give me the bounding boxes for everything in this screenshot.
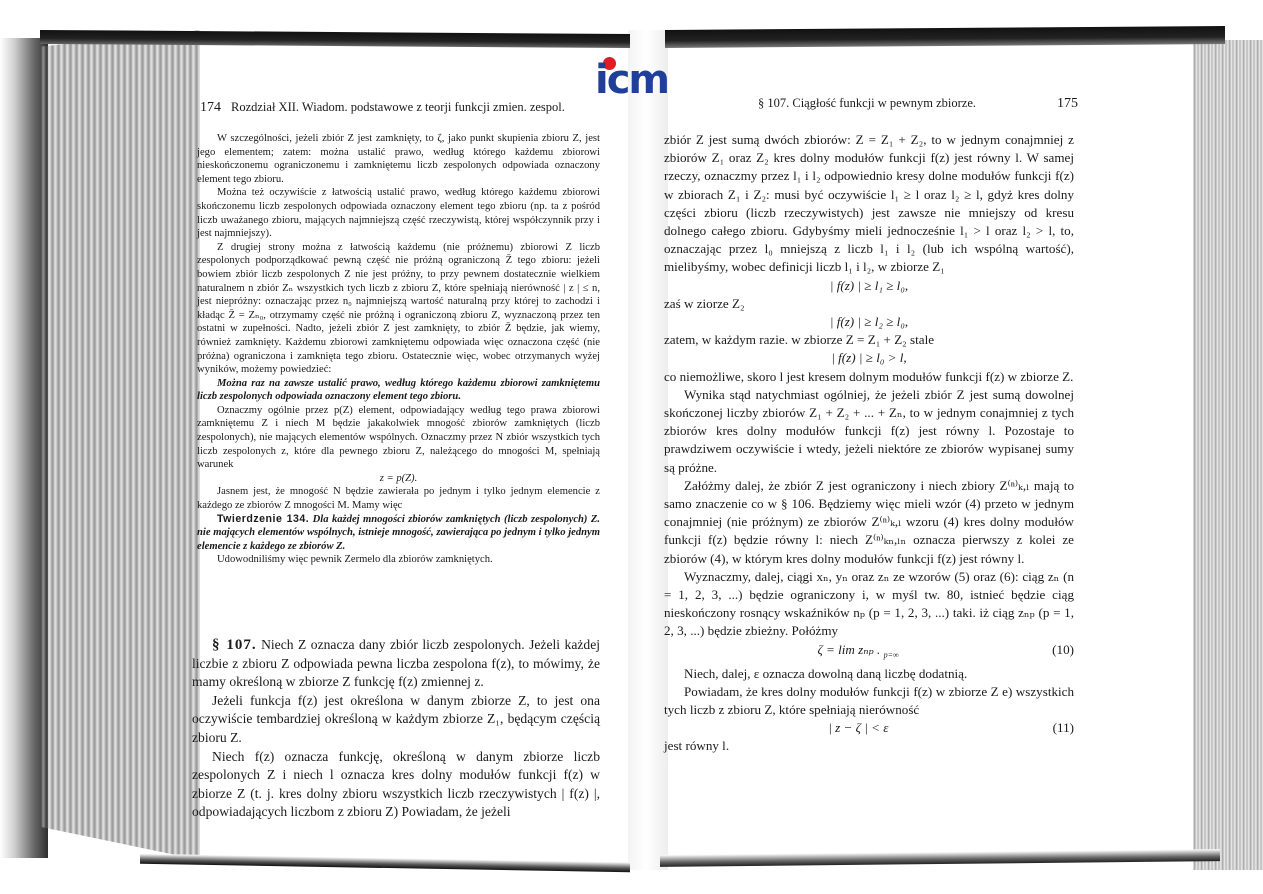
right-paragraph-3: Wynika stąd natychmiast ogólniej, że jeżeli zbiór Z jest sumą dowolnej skończonej liczby zbiorów Z₁ + Z₂ + ... + Zₙ, to w jednym conajmniej z tych zbiorów kres dolny modułów funkcji f(z) jest równy l. Pozostaje to prawdziwem oczywiście i wtedy, jeżeli niektóre ze zbiorów wypisanej sumy są próżne. bbox=[664, 386, 1074, 475]
right-last-line: jest równy l. bbox=[664, 738, 730, 754]
left-paragraph-5: Jasnem jest, że mnogość N będzie zawierała po jednym i tylko jednym elemencie z każdego ze zbiorów Z mnogości M. Mamy więc bbox=[197, 486, 600, 512]
section-107-text: Niech Z oznacza dany zbiór liczb zespolonych. Jeżeli każdej liczbie z zbioru Z odpowiada pewna liczba zespolona f(z), to mówimy, że mamy określoną w zbiorze Z funkcję f(z) zmiennej z. bbox=[192, 637, 600, 690]
theorem-134 bbox=[197, 513, 600, 554]
right-running-title: § 107. Ciągłość funkcji w pewnym zbiorze. bbox=[758, 96, 977, 110]
equation-10 bbox=[664, 641, 1052, 665]
left-page-number: 174 bbox=[200, 100, 221, 115]
left-running-title: Rozdział XII. Wiadom. podstawowe z teorji funkcji zmien. zespol. bbox=[231, 100, 565, 114]
left-paragraph-1: W szczególności, jeżeli zbiór Z jest zamknięty, to ζ, jako punkt skupienia zbioru Z, jest jego elementem; zatem: można ustalić prawo, według którego każdemu zbiorowi nieskończonemu ograniczonemu i zamkniętemu liczb zespolonych odpowiada oznaczony element tego zbioru. bbox=[197, 133, 600, 185]
left-running-head bbox=[200, 100, 630, 116]
right-paragraph-7: Powiadam, że kres dolny modułów funkcji f(z) w zbiorze Z e) wszystkich tych liczb z zbioru Z, które spełniają nierówność bbox=[664, 683, 1074, 717]
right-page-edges bbox=[1193, 40, 1263, 870]
bottom-scan-edge-left bbox=[140, 854, 630, 873]
left-page-edges bbox=[40, 30, 200, 860]
equation-11: | z − ζ | < ε bbox=[828, 720, 889, 736]
right-paragraph-2: co niemożliwe, skoro l jest kresem dolnym modułów funkcji f(z) w zbiorze Z. bbox=[664, 368, 1074, 384]
right-equation-3: | f(z) | ≥ l₀ > l, bbox=[831, 350, 907, 366]
right-text-block bbox=[664, 131, 1074, 756]
right-line-a: zaś w ziorze Z₂ bbox=[664, 295, 745, 311]
left-big-paragraph-3: Niech f(z) oznacza funkcję, określoną w danym zbiorze liczb zespolonych Z i niech l oznacza kres dolny modułów funkcji f(z) w zbiorze Z (t. j. kres dolny zbioru wszystkich liczb rzeczywistych | f(z) |, odpowiadających liczbom z zbioru Z) Powiadam, że jeżeli bbox=[192, 748, 600, 820]
theorem-body: Dla każdej mnogości zbiorów zamkniętych (liczb zespolonych) Z. nie mających elementów wspólnych, istnieje mnogość, zawierająca po jednym i tylko jednym elemencie z każdego ze zbiorów Z. bbox=[197, 513, 600, 552]
left-large-text-block bbox=[192, 636, 600, 822]
zermelo-line: Udowodniliśmy więc pewnik Zermelo dla zbiorów zamkniętych. bbox=[217, 554, 493, 566]
top-scan-edge-right bbox=[665, 26, 1225, 48]
right-line-b: zatem, w każdym razie. w zbiorze Z = Z₁ + Z₂ stale bbox=[664, 332, 935, 348]
section-107-paragraph bbox=[192, 636, 600, 692]
equation-11-number: (11) bbox=[1052, 720, 1074, 736]
left-small-text-block bbox=[197, 132, 600, 567]
right-paragraph-6: Niech, dalej, ε oznacza dowolną daną liczbę dodatnią. bbox=[684, 665, 968, 681]
left-emphasis-statement: Można raz na zawsze ustalić prawo, według którego każdemu zbiorowi zamkniętemu liczb zespolonych odpowiada oznaczony element tego zbioru. bbox=[197, 377, 600, 403]
right-equation-2: | f(z) | ≥ l₂ ≥ l₀, bbox=[829, 314, 909, 330]
right-paragraph-5: Wyznaczmy, dalej, ciągi xₙ, yₙ oraz zₙ ze wzorów (5) oraz (6): ciąg zₙ (n = 1, 2, 3, ...) będzie ograniczony i, w myśl tw. 80, istnieć będzie ciąg nieskończony rosnący wskaźników nₚ (p = 1, 2, 3, ...) taki. iż ciąg zₙₚ (p = 1, 2, 3, ...) będzie zbieżny. Połóżmy bbox=[664, 568, 1074, 639]
left-paragraph-3: Z drugiej strony można z łatwością każdemu (nie próżnemu) zbiorowi Z liczb zespolonych podporządkować pewną część nie próżną ograniczoną Z̄ tego zbioru: jeżeli bowiem zbiór liczb zespolonych Z nie jest próżny, to przy pewnem dostatecznie wielkiem naturalnem n zbiór Zₙ wszystkich tych liczb z zbioru Z, które spełniają nierówność | z | ≤ n, jest niepróżny: oznaczając przez n₀ najmniejszą wartość naturalną przy której to zachodzi i kładąc Z̄ = Zₙ₀, otrzymamy część nie próżną i ograniczoną zbioru Z, wyznaczoną przez ten ostatni w zupełności. Nadto, jeżeli zbiór Z jest zamknięty, to zbiór Z̄ będzie, jak wiemy, również zamknięty. Każdemu zbiorowi zamkniętemu odpowiada więc oznaczona część (nie próżna) ograniczona i zamknięta tego zbioru. Ostatecznie więc, wobec otrzymanych wyżej wyników, możemy powiedzieć: bbox=[197, 241, 600, 376]
equation-10-limit: p=∞ bbox=[883, 650, 899, 660]
equation-10-row bbox=[664, 641, 1074, 665]
equation-11-row bbox=[664, 719, 1074, 737]
section-number: § 107. bbox=[212, 637, 257, 653]
right-running-head bbox=[758, 96, 1078, 112]
logo-text: icm bbox=[595, 57, 669, 103]
right-equation-1: | f(z) | ≥ l₁ ≥ l₀, bbox=[829, 277, 909, 293]
icm-logo bbox=[595, 57, 669, 103]
equation-10-number: (10) bbox=[1052, 641, 1074, 657]
right-paragraph-4: Załóżmy dalej, że zbiór Z jest ograniczony i niech zbiory Z⁽ⁿ⁾ₖ,ₗ mają to samo znaczenie co w § 106. Będziemy więc mieli wzór (4) przeto w jednym conajmniej (nie próżnym) ze zbiorów Z⁽ⁿ⁾ₖ,ₗ wzoru (4) kres dolny modułów funkcji f(z) będzie równy l: niech Z⁽ⁿ⁾ₖₙ,ₗₙ oznacza pierwszy z kolei ze zbiorów (4), w którym kres dolny modułów funkcji f(z) jest równy l. bbox=[664, 477, 1074, 566]
left-paragraph-2: Można też oczywiście z łatwością ustalić prawo, według którego każdemu zbiorowi skończonemu liczb zespolonych odpowiada oznaczony element tego zbioru (np. ta z pośród liczb uważanego zbioru, mających najmniejszą część rzeczywistą, której współczynnik przy i jest najmniejszy). bbox=[197, 187, 600, 240]
bottom-scan-edge-right bbox=[660, 849, 1220, 867]
equation-10-body: ζ = lim zₙₚ . bbox=[817, 641, 881, 657]
book-gutter bbox=[628, 30, 668, 870]
left-big-paragraph-2: Jeżeli funkcja f(z) jest określona w danym zbiorze Z, to jest ona oczywiście tembardziej określoną w każdym zbiorze Z₁, będącym częścią zbioru Z. bbox=[192, 692, 600, 745]
theorem-head: Twierdzenie 134. bbox=[217, 512, 310, 525]
left-formula: z = p(Z). bbox=[379, 472, 418, 484]
left-paragraph-4: Oznaczmy ogólnie przez p(Z) element, odpowiadający według tego prawa zbiorowi zamkniętemu Z i niech M będzie jakakolwiek mnogość zbiorów zamkniętych (liczb zespolonych), nie mających elementów wspólnych. Oznaczmy przez N zbiór wszystkich tych liczb zespolonych z, które dla pewnego zbioru Z, należącego do mnogości M, spełniają warunek bbox=[197, 404, 600, 471]
right-paragraph-1: zbiór Z jest sumą dwóch zbiorów: Z = Z₁ + Z₂, to w jednym conajmniej z zbiorów Z₁ oraz Z₂ kres dolny modułów funkcji f(z) jest równy l. W samej rzeczy, oznaczmy przez l₁ i l₂ odpowiednio kresy dolne modułów funkcji f(z) w zbiorach Z₁ i Z₂: musi być oczywiście l₁ ≥ l oraz l₂ ≥ l, gdyż kres dolny części zbioru (liczb rzeczywistych) jest zawsze nie mniejszy od kresu dolnego całego zbioru. Gdybyśmy mieli jednocześnie l₁ > l oraz l₂ > l, to, oznaczając przez l₀ mniejszą z liczb l₁ i l₂ (lub ich wspólną wartość), mielibyśmy, wobec definicji liczb l₁ i l₂, w zbiorze Z₁ bbox=[664, 132, 1074, 275]
right-page-number: 175 bbox=[1057, 96, 1078, 111]
